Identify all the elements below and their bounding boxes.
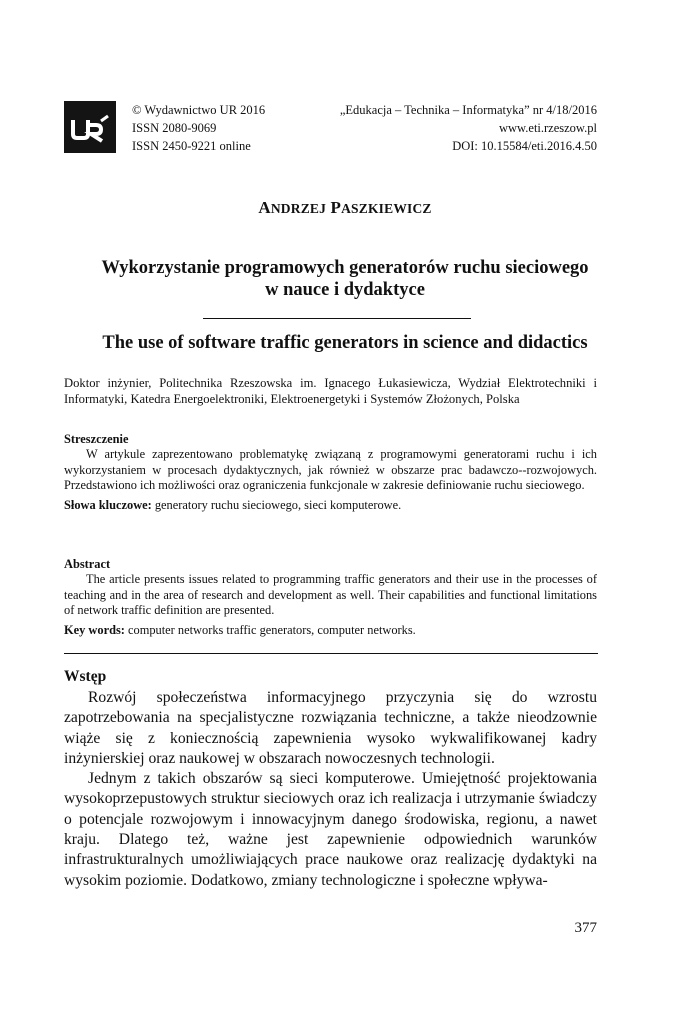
header-left xyxy=(132,101,265,155)
streszczenie-text: W artykule zaprezentowano problematykę związaną z programowymi generatorami ruchu i ich wykorzystaniem w procesach dydaktycznych, jak również w obszarze prac badawczo--rozwojowych. Przedstawiono ich możliwości oraz ograniczenia funkcjonale w zakresie definiowanie ruchu sieciowego. xyxy=(64,447,597,493)
page-number: 377 xyxy=(574,920,597,936)
abstract-heading: Abstract xyxy=(64,557,111,571)
streszczenie-section xyxy=(64,432,597,513)
publisher-logo xyxy=(64,101,116,153)
streszczenie-heading: Streszczenie xyxy=(64,432,129,446)
doi: DOI: 10.15584/eti.2016.4.50 xyxy=(452,139,597,153)
author-name: ANDRZEJ PASZKIEWICZ xyxy=(258,198,432,217)
title-divider xyxy=(203,318,471,319)
issn-print: ISSN 2080-9069 xyxy=(132,121,217,135)
abstract-section xyxy=(64,557,597,638)
ur-logo-icon xyxy=(64,101,116,153)
title-english: The use of software traffic generators in science and didactics xyxy=(102,333,588,353)
abstract-text: The article presents issues related to programming traffic generators and their use in the processes of teaching and in the area of research and development as well. Their capabilities and functional limitations of network traffic definition are presented. xyxy=(64,572,597,618)
intro-heading: Wstęp xyxy=(64,668,107,685)
intro-paragraph: Jednym z takich obszarów są sieci komputerowe. Umiejętność projektowania wysokoprzepustowych struktur sieciowych oraz ich realizacja i utrzymanie świadczy o potencjale rozwojowym i innowacyjnym danego środowiska, regionu, a nawet kraju. Dlatego też, ważne jest zapewnienie odpowiednich warunków infrastrukturalnych umożliwiających prace naukowe oraz realizację dydaktyki na wysokim poziomie. Dodatkowo, zmiany technologiczne i społeczne wpływa- xyxy=(64,770,597,889)
section-divider xyxy=(64,653,598,654)
intro-body xyxy=(64,688,597,891)
copyright-line: © Wydawnictwo UR 2016 xyxy=(132,103,266,117)
affiliation: Doktor inżynier, Politechnika Rzeszowska im. Ignacego Łukasiewicza, Wydział Elektrotechniki i Informatyki, Katedra Energoelektroniki, Elektroenergetyki i Systemów Złożonych, Polska xyxy=(64,376,597,406)
abstract-keywords: Key words: computer networks traffic generators, computer networks. xyxy=(64,622,416,637)
issn-online: ISSN 2450-9221 online xyxy=(132,139,251,153)
title-polish: Wykorzystanie programowych generatorów ruchu sieciowego w nauce i dydaktyce xyxy=(101,258,589,300)
journal-title: „Edukacja – Technika – Informatyka” nr 4/18/2016 xyxy=(339,103,597,117)
header-right xyxy=(340,101,597,155)
intro-paragraph: Rozwój społeczeństwa informacyjnego przyczynia się do wzrostu zapotrzebowania na specjalistyczne rozwiązania techniczne, a także nieodzownie wiąże się z koniecznością zapewnienia wysoko wykwalifikowanej kadry inżynierskiej oraz naukowej w obszarach nowoczesnych technologii. xyxy=(64,689,597,767)
streszczenie-keywords: Słowa kluczowe: generatory ruchu sieciowego, sieci komputerowe. xyxy=(64,497,402,512)
journal-url: www.eti.rzeszow.pl xyxy=(499,121,597,135)
